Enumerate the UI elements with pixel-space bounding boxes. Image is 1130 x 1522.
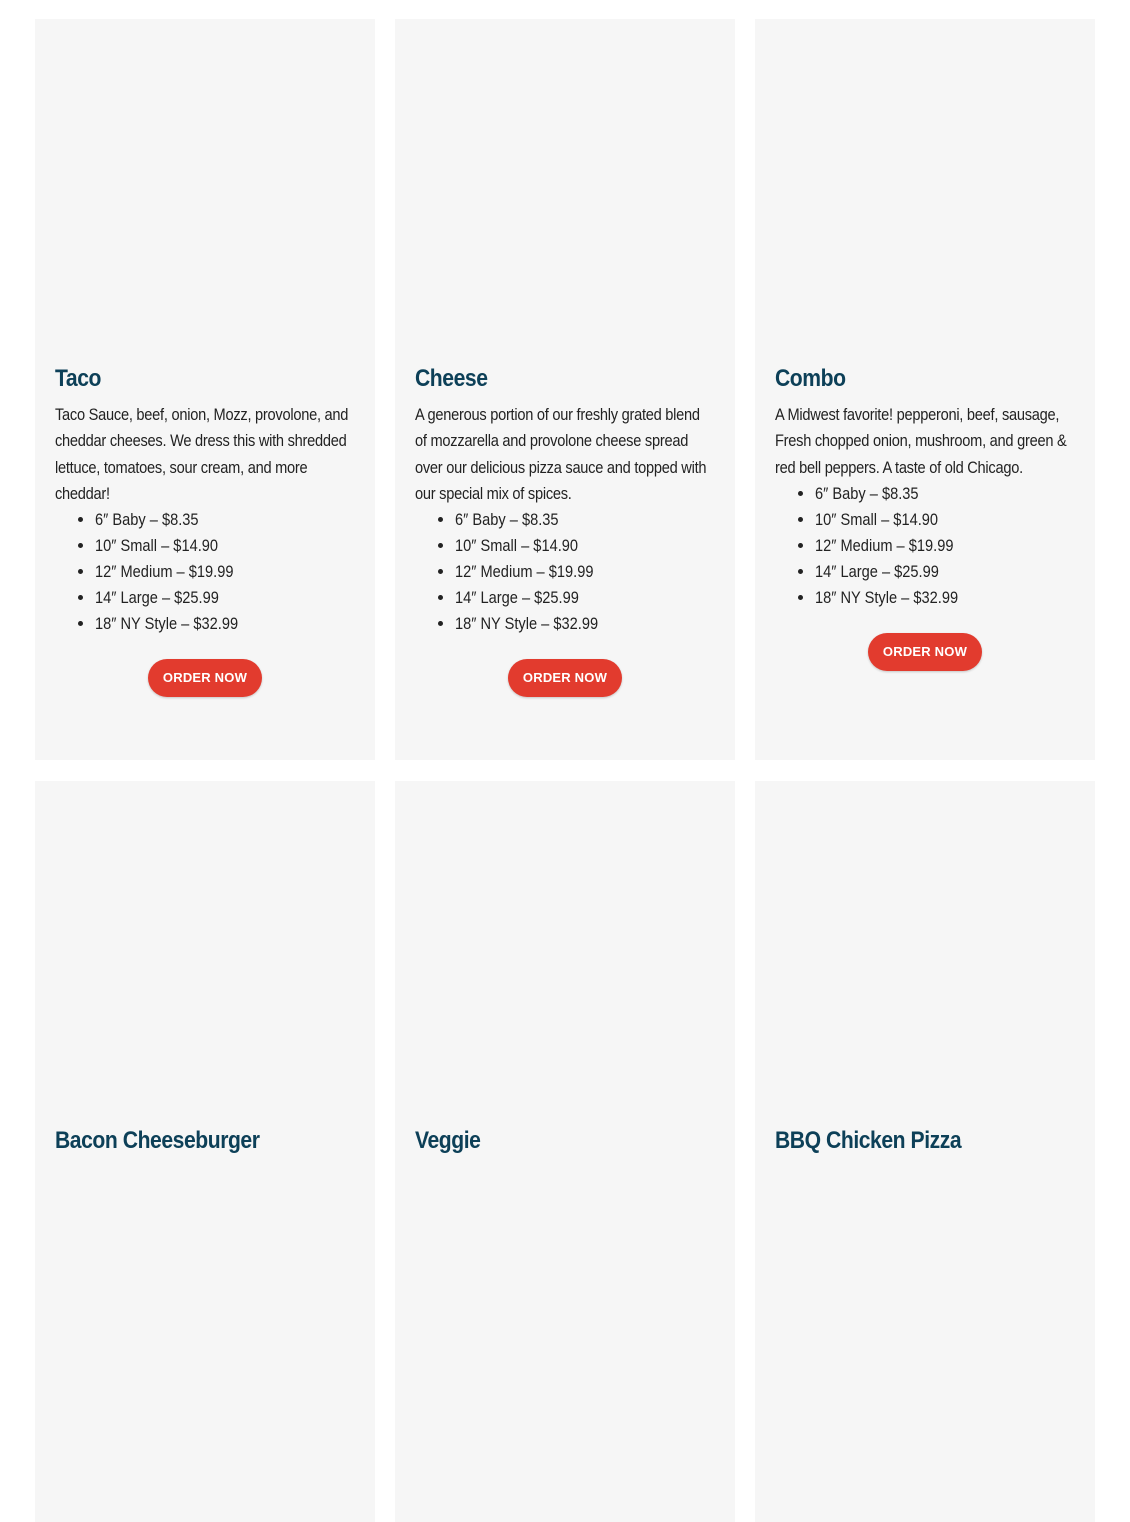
pizza-description: A Midwest favorite! pepperoni, beef, sausage, Fresh chopped onion, mushroom, and green & red bell peppers. A taste of old Chicago.	[775, 405, 1067, 477]
menu-card-veggie	[395, 781, 735, 1522]
menu-card-combo	[755, 19, 1095, 760]
pizza-image	[755, 781, 1095, 1123]
pizza-title: BBQ Chicken Pizza	[775, 1127, 962, 1154]
size-price-item: • 12″ Medium – $19.99	[815, 533, 1075, 559]
pizza-image	[35, 19, 375, 361]
size-price-item: • 18″ NY Style – $32.99	[455, 611, 715, 637]
pizza-image	[35, 781, 375, 1123]
pizza-description: Taco Sauce, beef, onion, Mozz, provolone, and cheddar cheeses. We dress this with shredded lettuce, tomatoes, sour cream, and more cheddar!	[55, 405, 349, 503]
size-price-list	[775, 481, 1075, 611]
order-now-button[interactable]: ORDER NOW	[148, 659, 262, 697]
size-price-item: • 6″ Baby – $8.35	[455, 507, 715, 533]
pizza-image	[395, 19, 735, 361]
size-price-item: • 14″ Large – $25.99	[455, 585, 715, 611]
size-price-item: • 10″ Small – $14.90	[815, 507, 1075, 533]
size-price-item: • 10″ Small – $14.90	[95, 533, 355, 559]
pizza-description: A generous portion of our freshly grated blend of mozzarella and provolone cheese spread over our delicious pizza sauce and topped with our special mix of spices.	[415, 405, 707, 503]
order-now-button[interactable]: ORDER NOW	[508, 659, 622, 697]
pizza-title: Taco	[55, 365, 101, 392]
pizza-image	[755, 19, 1095, 361]
size-price-list	[415, 507, 715, 637]
size-price-item: • 12″ Medium – $19.99	[455, 559, 715, 585]
pizza-title: Veggie	[415, 1127, 481, 1154]
size-price-item: • 14″ Large – $25.99	[95, 585, 355, 611]
pizza-title: Bacon Cheeseburger	[55, 1127, 260, 1154]
menu-grid	[35, 19, 1095, 1522]
size-price-list	[55, 507, 355, 637]
size-price-item: • 18″ NY Style – $32.99	[815, 585, 1075, 611]
size-price-item: • 12″ Medium – $19.99	[95, 559, 355, 585]
menu-card-bbq-chicken	[755, 781, 1095, 1522]
menu-card-cheese	[395, 19, 735, 760]
pizza-image	[395, 781, 735, 1123]
menu-card-bacon-cheeseburger	[35, 781, 375, 1522]
size-price-item: • 10″ Small – $14.90	[455, 533, 715, 559]
size-price-item: • 14″ Large – $25.99	[815, 559, 1075, 585]
order-now-button[interactable]: ORDER NOW	[868, 633, 982, 671]
pizza-title: Combo	[775, 365, 846, 392]
size-price-item: • 6″ Baby – $8.35	[95, 507, 355, 533]
pizza-title: Cheese	[415, 365, 488, 392]
menu-card-taco	[35, 19, 375, 760]
size-price-item: • 18″ NY Style – $32.99	[95, 611, 355, 637]
size-price-item: • 6″ Baby – $8.35	[815, 481, 1075, 507]
